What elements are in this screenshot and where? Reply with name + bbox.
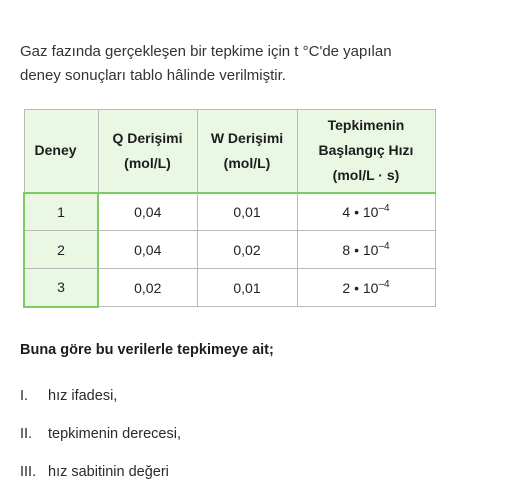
- intro-text: [20, 40, 490, 88]
- list-item: [20, 462, 181, 500]
- cell-deney: 1: [24, 193, 98, 231]
- question-text: Buna göre bu verilerle tepkimeye ait;: [20, 342, 274, 358]
- intro-line-1: Gaz fazında gerçekleşen bir tepkime için t °C'de yapılan: [20, 43, 392, 60]
- cell-w: 0,01: [197, 269, 297, 307]
- cell-rate: 8 • $10^{-4}$: [297, 231, 435, 269]
- intro-line-2: deney sonuçları tablo hâlinde verilmiştir.: [20, 67, 286, 84]
- option-text: hız ifadesi,: [48, 388, 118, 404]
- cell-deney: 2: [24, 231, 98, 269]
- table-row: [24, 193, 435, 231]
- cell-q: 0,04: [98, 231, 197, 269]
- option-numeral: II.: [20, 426, 33, 442]
- list-item: [20, 386, 181, 424]
- header-q: Q Derişimi (mol/L): [98, 110, 197, 193]
- list-item: [20, 424, 181, 462]
- cell-w: 0,01: [197, 193, 297, 231]
- table-row: [24, 231, 435, 269]
- option-numeral: III.: [20, 464, 37, 480]
- experiment-table: [23, 109, 436, 308]
- header-rate: Tepkimenin Başlangıç Hızı (mol/L · s): [297, 110, 435, 193]
- cell-w: 0,02: [197, 231, 297, 269]
- cell-rate: 2 • $10^{-4}$: [297, 269, 435, 307]
- options-list: [20, 386, 181, 500]
- option-text: tepkimenin derecesi,: [48, 426, 181, 442]
- option-text: hız sabitinin değeri: [48, 464, 169, 480]
- header-w: W Derişimi (mol/L): [197, 110, 297, 193]
- table-row: [24, 269, 435, 307]
- cell-q: 0,02: [98, 269, 197, 307]
- cell-q: 0,04: [98, 193, 197, 231]
- cell-deney: 3: [24, 269, 98, 307]
- header-deney: Deney: [24, 110, 98, 193]
- option-numeral: I.: [20, 388, 29, 404]
- cell-rate: 4 • $10^{-4}$: [297, 193, 435, 231]
